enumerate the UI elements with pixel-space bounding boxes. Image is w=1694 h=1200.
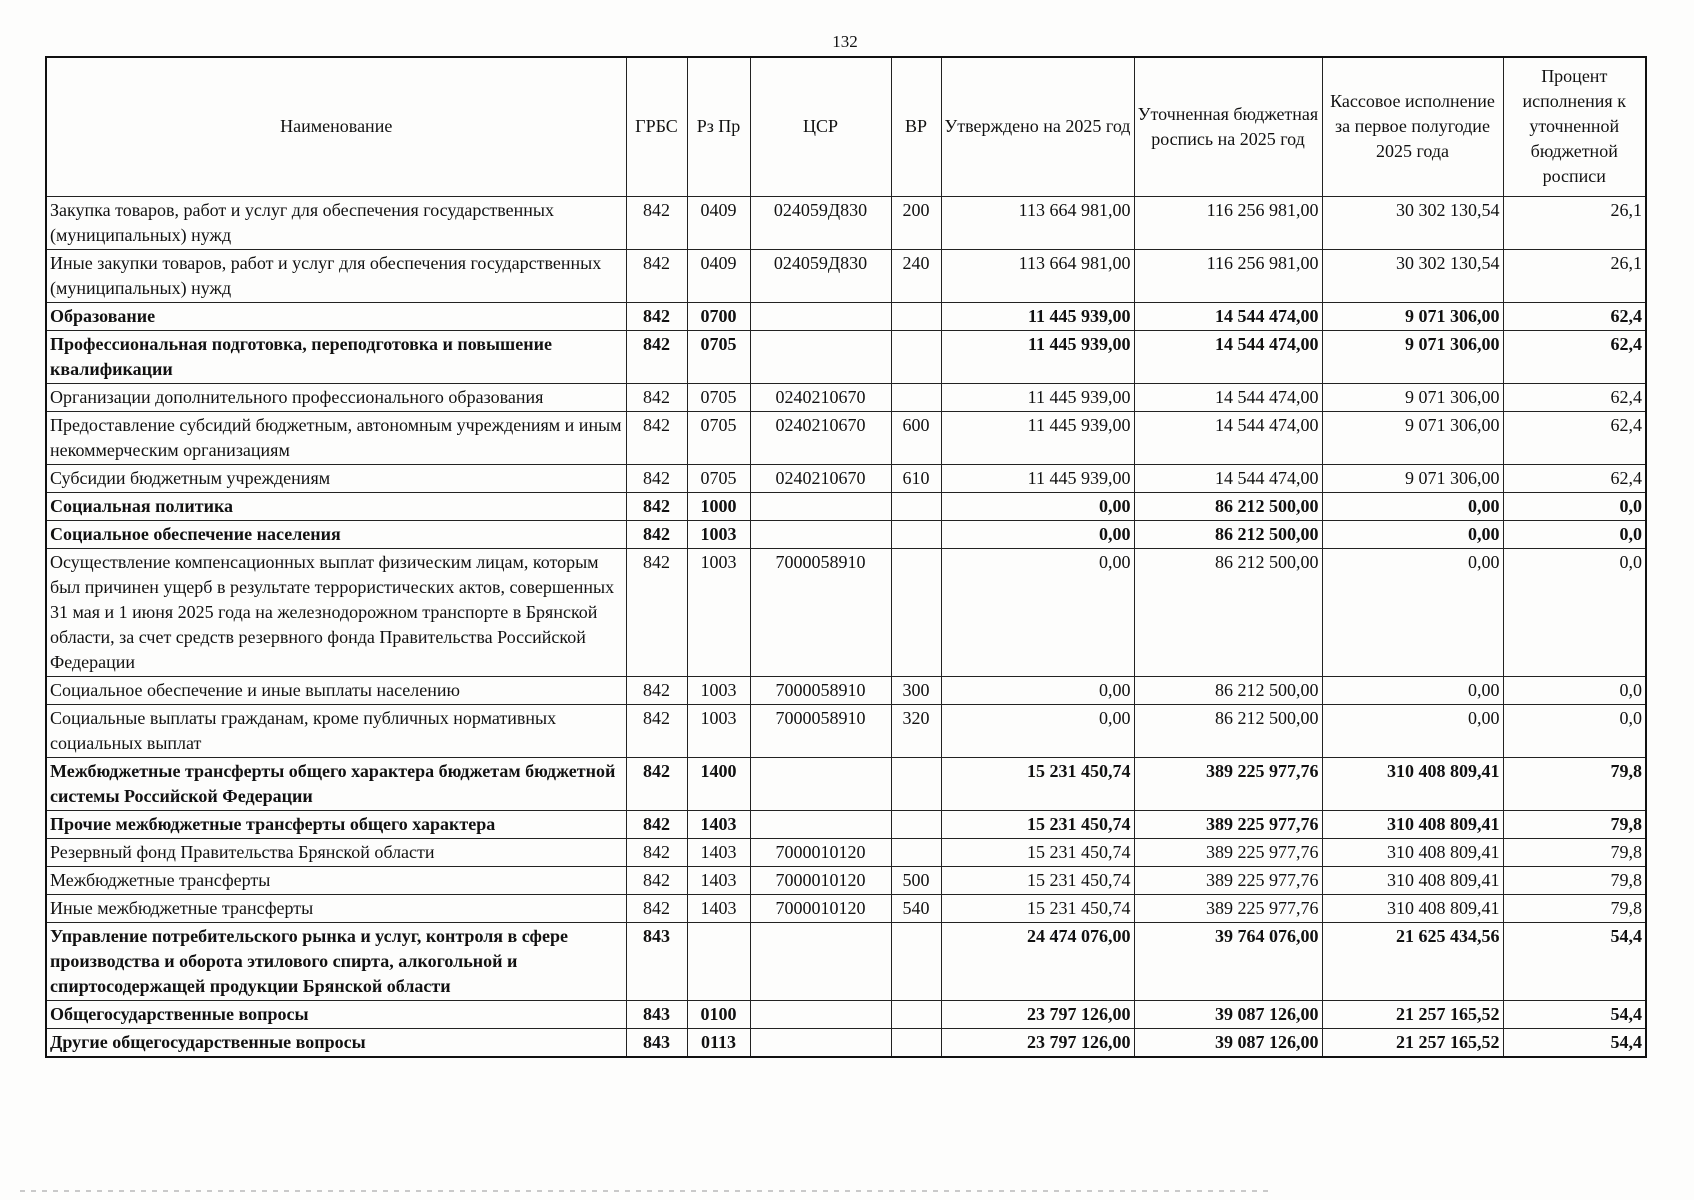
- cell-percent: 62,4: [1503, 411, 1646, 464]
- cell-cash: 21 257 165,52: [1322, 1000, 1503, 1028]
- cell-vr: 200: [891, 196, 941, 249]
- cell-approved: 11 445 939,00: [941, 302, 1134, 330]
- cell-csr: [750, 302, 891, 330]
- cell-percent: 79,8: [1503, 810, 1646, 838]
- cell-rzpr: 1003: [687, 704, 750, 757]
- cell-rzpr: 0705: [687, 464, 750, 492]
- cell-refined: 86 212 500,00: [1134, 492, 1322, 520]
- cell-percent: 54,4: [1503, 922, 1646, 1000]
- cell-refined: 389 225 977,76: [1134, 894, 1322, 922]
- cell-vr: 300: [891, 676, 941, 704]
- cell-refined: 86 212 500,00: [1134, 520, 1322, 548]
- header-grbs: ГРБС: [626, 57, 687, 196]
- cell-refined: 86 212 500,00: [1134, 704, 1322, 757]
- header-cash: Кассовое исполнение за первое полугодие 2025 года: [1322, 57, 1503, 196]
- cell-grbs: 842: [626, 838, 687, 866]
- cell-name: Закупка товаров, работ и услуг для обеспечения государственных (муниципальных) нужд: [46, 196, 626, 249]
- cell-vr: [891, 810, 941, 838]
- cell-cash: 0,00: [1322, 492, 1503, 520]
- cell-grbs: 842: [626, 196, 687, 249]
- table-row: [46, 838, 1646, 866]
- cell-approved: 23 797 126,00: [941, 1028, 1134, 1057]
- cell-name: Прочие межбюджетные трансферты общего характера: [46, 810, 626, 838]
- cell-rzpr: 1003: [687, 548, 750, 676]
- cell-csr: 0240210670: [750, 411, 891, 464]
- cell-grbs: 842: [626, 330, 687, 383]
- table-row: [46, 464, 1646, 492]
- table-body: [46, 196, 1646, 1057]
- cell-percent: 79,8: [1503, 757, 1646, 810]
- cell-approved: 0,00: [941, 676, 1134, 704]
- cell-csr: [750, 922, 891, 1000]
- cell-rzpr: 1003: [687, 520, 750, 548]
- cell-grbs: 843: [626, 922, 687, 1000]
- cell-grbs: 842: [626, 757, 687, 810]
- cell-grbs: 842: [626, 810, 687, 838]
- cell-percent: 79,8: [1503, 838, 1646, 866]
- cell-vr: 540: [891, 894, 941, 922]
- table-row: [46, 894, 1646, 922]
- cell-name: Социальное обеспечение населения: [46, 520, 626, 548]
- cell-csr: 024059Д830: [750, 249, 891, 302]
- cell-refined: 39 087 126,00: [1134, 1028, 1322, 1057]
- table-row: [46, 520, 1646, 548]
- table-row: [46, 704, 1646, 757]
- cell-cash: 21 625 434,56: [1322, 922, 1503, 1000]
- cell-rzpr: 1403: [687, 866, 750, 894]
- header-rzpr: Рз Пр: [687, 57, 750, 196]
- cell-percent: 26,1: [1503, 196, 1646, 249]
- cell-approved: 11 445 939,00: [941, 330, 1134, 383]
- table-row: [46, 922, 1646, 1000]
- cell-approved: 11 445 939,00: [941, 464, 1134, 492]
- cell-vr: [891, 520, 941, 548]
- budget-table: [45, 56, 1647, 1058]
- header-approved: Утверждено на 2025 год: [941, 57, 1134, 196]
- cell-approved: 0,00: [941, 492, 1134, 520]
- cell-grbs: 843: [626, 1000, 687, 1028]
- cell-cash: 0,00: [1322, 520, 1503, 548]
- header-name: Наименование: [46, 57, 626, 196]
- cell-name: Профессиональная подготовка, переподготовка и повышение квалификации: [46, 330, 626, 383]
- cell-name: Иные межбюджетные трансферты: [46, 894, 626, 922]
- cell-refined: 86 212 500,00: [1134, 548, 1322, 676]
- header-row: [46, 57, 1646, 196]
- cell-cash: 310 408 809,41: [1322, 838, 1503, 866]
- cell-refined: 14 544 474,00: [1134, 383, 1322, 411]
- cell-percent: 79,8: [1503, 866, 1646, 894]
- cell-name: Иные закупки товаров, работ и услуг для обеспечения государственных (муниципальных) нужд: [46, 249, 626, 302]
- cell-name: Осуществление компенсационных выплат физическим лицам, которым был причинен ущерб в результате террористических актов, совершенных 31 мая и 1 июня 2025 года на железнодорожном транспорте в Брянской области, за счет средств резервного фонда Правительства Российской Федерации: [46, 548, 626, 676]
- cell-vr: 500: [891, 866, 941, 894]
- cell-vr: [891, 757, 941, 810]
- cell-vr: 600: [891, 411, 941, 464]
- cell-csr: 7000058910: [750, 548, 891, 676]
- cell-cash: 30 302 130,54: [1322, 249, 1503, 302]
- cell-grbs: 842: [626, 866, 687, 894]
- cell-vr: [891, 302, 941, 330]
- header-csr: ЦСР: [750, 57, 891, 196]
- cell-rzpr: 0700: [687, 302, 750, 330]
- cell-approved: 15 231 450,74: [941, 866, 1134, 894]
- cell-rzpr: 0705: [687, 330, 750, 383]
- cell-percent: 62,4: [1503, 330, 1646, 383]
- cell-cash: 9 071 306,00: [1322, 464, 1503, 492]
- cell-csr: 7000010120: [750, 894, 891, 922]
- cell-percent: 54,4: [1503, 1000, 1646, 1028]
- cell-name: Межбюджетные трансферты общего характера бюджетам бюджетной системы Российской Федерации: [46, 757, 626, 810]
- cell-rzpr: 1403: [687, 838, 750, 866]
- cell-rzpr: 0409: [687, 196, 750, 249]
- cell-csr: 024059Д830: [750, 196, 891, 249]
- cell-percent: 62,4: [1503, 383, 1646, 411]
- cell-name: Предоставление субсидий бюджетным, автономным учреждениям и иным некоммерческим организациям: [46, 411, 626, 464]
- table-row: [46, 411, 1646, 464]
- cell-vr: [891, 922, 941, 1000]
- cell-grbs: 842: [626, 383, 687, 411]
- cell-cash: 30 302 130,54: [1322, 196, 1503, 249]
- table-row: [46, 548, 1646, 676]
- cell-name: Резервный фонд Правительства Брянской области: [46, 838, 626, 866]
- cell-refined: 116 256 981,00: [1134, 249, 1322, 302]
- cell-grbs: 842: [626, 676, 687, 704]
- cell-name: Социальная политика: [46, 492, 626, 520]
- cell-csr: 0240210670: [750, 383, 891, 411]
- cell-percent: 62,4: [1503, 302, 1646, 330]
- cell-refined: 39 764 076,00: [1134, 922, 1322, 1000]
- cell-cash: 310 408 809,41: [1322, 866, 1503, 894]
- table-row: [46, 676, 1646, 704]
- cell-csr: [750, 757, 891, 810]
- cell-refined: 389 225 977,76: [1134, 838, 1322, 866]
- table-row: [46, 492, 1646, 520]
- table-header: [46, 57, 1646, 196]
- cell-approved: 15 231 450,74: [941, 894, 1134, 922]
- cell-vr: [891, 330, 941, 383]
- cell-vr: [891, 492, 941, 520]
- table-row: [46, 810, 1646, 838]
- cell-csr: [750, 1000, 891, 1028]
- cell-name: Другие общегосударственные вопросы: [46, 1028, 626, 1057]
- cell-approved: 113 664 981,00: [941, 249, 1134, 302]
- cell-csr: [750, 492, 891, 520]
- cell-refined: 389 225 977,76: [1134, 810, 1322, 838]
- cell-refined: 14 544 474,00: [1134, 411, 1322, 464]
- cell-approved: 113 664 981,00: [941, 196, 1134, 249]
- cell-vr: [891, 838, 941, 866]
- cell-rzpr: 0409: [687, 249, 750, 302]
- cell-grbs: 842: [626, 894, 687, 922]
- table-row: [46, 757, 1646, 810]
- cell-grbs: 842: [626, 548, 687, 676]
- cell-csr: [750, 1028, 891, 1057]
- cell-vr: [891, 1000, 941, 1028]
- cell-refined: 389 225 977,76: [1134, 866, 1322, 894]
- cell-name: Организации дополнительного профессионального образования: [46, 383, 626, 411]
- table-row: [46, 302, 1646, 330]
- cell-csr: [750, 330, 891, 383]
- cell-rzpr: 1400: [687, 757, 750, 810]
- cell-approved: 0,00: [941, 704, 1134, 757]
- cell-rzpr: 1000: [687, 492, 750, 520]
- table-row: [46, 1028, 1646, 1057]
- cell-percent: 0,0: [1503, 492, 1646, 520]
- cell-percent: 0,0: [1503, 704, 1646, 757]
- cell-csr: 7000058910: [750, 676, 891, 704]
- cell-cash: 310 408 809,41: [1322, 757, 1503, 810]
- table-row: [46, 866, 1646, 894]
- cell-refined: 116 256 981,00: [1134, 196, 1322, 249]
- cell-approved: 23 797 126,00: [941, 1000, 1134, 1028]
- cell-percent: 54,4: [1503, 1028, 1646, 1057]
- cell-approved: 11 445 939,00: [941, 411, 1134, 464]
- cell-grbs: 842: [626, 411, 687, 464]
- cell-grbs: 842: [626, 704, 687, 757]
- cell-refined: 14 544 474,00: [1134, 330, 1322, 383]
- cell-rzpr: 1003: [687, 676, 750, 704]
- cell-csr: 7000010120: [750, 838, 891, 866]
- cell-name: Социальное обеспечение и иные выплаты населению: [46, 676, 626, 704]
- cell-vr: [891, 1028, 941, 1057]
- cell-grbs: 843: [626, 1028, 687, 1057]
- header-vr: ВР: [891, 57, 941, 196]
- cell-cash: 9 071 306,00: [1322, 302, 1503, 330]
- cell-rzpr: [687, 922, 750, 1000]
- cell-vr: [891, 548, 941, 676]
- cell-cash: 9 071 306,00: [1322, 330, 1503, 383]
- cell-cash: 21 257 165,52: [1322, 1028, 1503, 1057]
- cell-grbs: 842: [626, 249, 687, 302]
- cell-name: Межбюджетные трансферты: [46, 866, 626, 894]
- cell-approved: 0,00: [941, 520, 1134, 548]
- cell-vr: 320: [891, 704, 941, 757]
- table-row: [46, 196, 1646, 249]
- cell-name: Общегосударственные вопросы: [46, 1000, 626, 1028]
- page-number: 132: [832, 32, 858, 51]
- cell-rzpr: 0100: [687, 1000, 750, 1028]
- cell-csr: [750, 520, 891, 548]
- cell-approved: 15 231 450,74: [941, 810, 1134, 838]
- cell-approved: 15 231 450,74: [941, 838, 1134, 866]
- cell-percent: 62,4: [1503, 464, 1646, 492]
- cell-rzpr: 1403: [687, 894, 750, 922]
- cell-csr: 7000058910: [750, 704, 891, 757]
- cell-rzpr: 0705: [687, 411, 750, 464]
- cell-cash: 310 408 809,41: [1322, 810, 1503, 838]
- cell-grbs: 842: [626, 464, 687, 492]
- cell-rzpr: 0113: [687, 1028, 750, 1057]
- cell-rzpr: 1403: [687, 810, 750, 838]
- cell-approved: 15 231 450,74: [941, 757, 1134, 810]
- cell-percent: 0,0: [1503, 520, 1646, 548]
- cell-cash: 0,00: [1322, 676, 1503, 704]
- cell-cash: 9 071 306,00: [1322, 383, 1503, 411]
- cell-approved: 24 474 076,00: [941, 922, 1134, 1000]
- cell-percent: 0,0: [1503, 548, 1646, 676]
- cell-grbs: 842: [626, 492, 687, 520]
- cell-grbs: 842: [626, 302, 687, 330]
- table-row: [46, 330, 1646, 383]
- cell-csr: 0240210670: [750, 464, 891, 492]
- cell-vr: 610: [891, 464, 941, 492]
- cell-refined: 389 225 977,76: [1134, 757, 1322, 810]
- cell-csr: 7000010120: [750, 866, 891, 894]
- cell-refined: 39 087 126,00: [1134, 1000, 1322, 1028]
- cell-grbs: 842: [626, 520, 687, 548]
- cell-percent: 0,0: [1503, 676, 1646, 704]
- table-row: [46, 1000, 1646, 1028]
- table-row: [46, 383, 1646, 411]
- cell-cash: 0,00: [1322, 548, 1503, 676]
- header-refined: Уточненная бюджетная роспись на 2025 год: [1134, 57, 1322, 196]
- cell-rzpr: 0705: [687, 383, 750, 411]
- cell-cash: 0,00: [1322, 704, 1503, 757]
- cell-percent: 79,8: [1503, 894, 1646, 922]
- cell-approved: 0,00: [941, 548, 1134, 676]
- cell-csr: [750, 810, 891, 838]
- cell-refined: 86 212 500,00: [1134, 676, 1322, 704]
- cell-name: Управление потребительского рынка и услуг, контроля в сфере производства и оборота этилового спирта, алкогольной и спиртосодержащей продукции Брянской области: [46, 922, 626, 1000]
- cell-approved: 11 445 939,00: [941, 383, 1134, 411]
- cell-name: Субсидии бюджетным учреждениям: [46, 464, 626, 492]
- cell-vr: 240: [891, 249, 941, 302]
- cell-vr: [891, 383, 941, 411]
- cell-percent: 26,1: [1503, 249, 1646, 302]
- cell-cash: 310 408 809,41: [1322, 894, 1503, 922]
- cell-refined: 14 544 474,00: [1134, 302, 1322, 330]
- cell-refined: 14 544 474,00: [1134, 464, 1322, 492]
- table-row: [46, 249, 1646, 302]
- cell-name: Социальные выплаты гражданам, кроме публичных нормативных социальных выплат: [46, 704, 626, 757]
- scan-artifact-line: [20, 1190, 1270, 1192]
- cell-cash: 9 071 306,00: [1322, 411, 1503, 464]
- header-percent: Процент исполнения к уточненной бюджетной росписи: [1503, 57, 1646, 196]
- cell-name: Образование: [46, 302, 626, 330]
